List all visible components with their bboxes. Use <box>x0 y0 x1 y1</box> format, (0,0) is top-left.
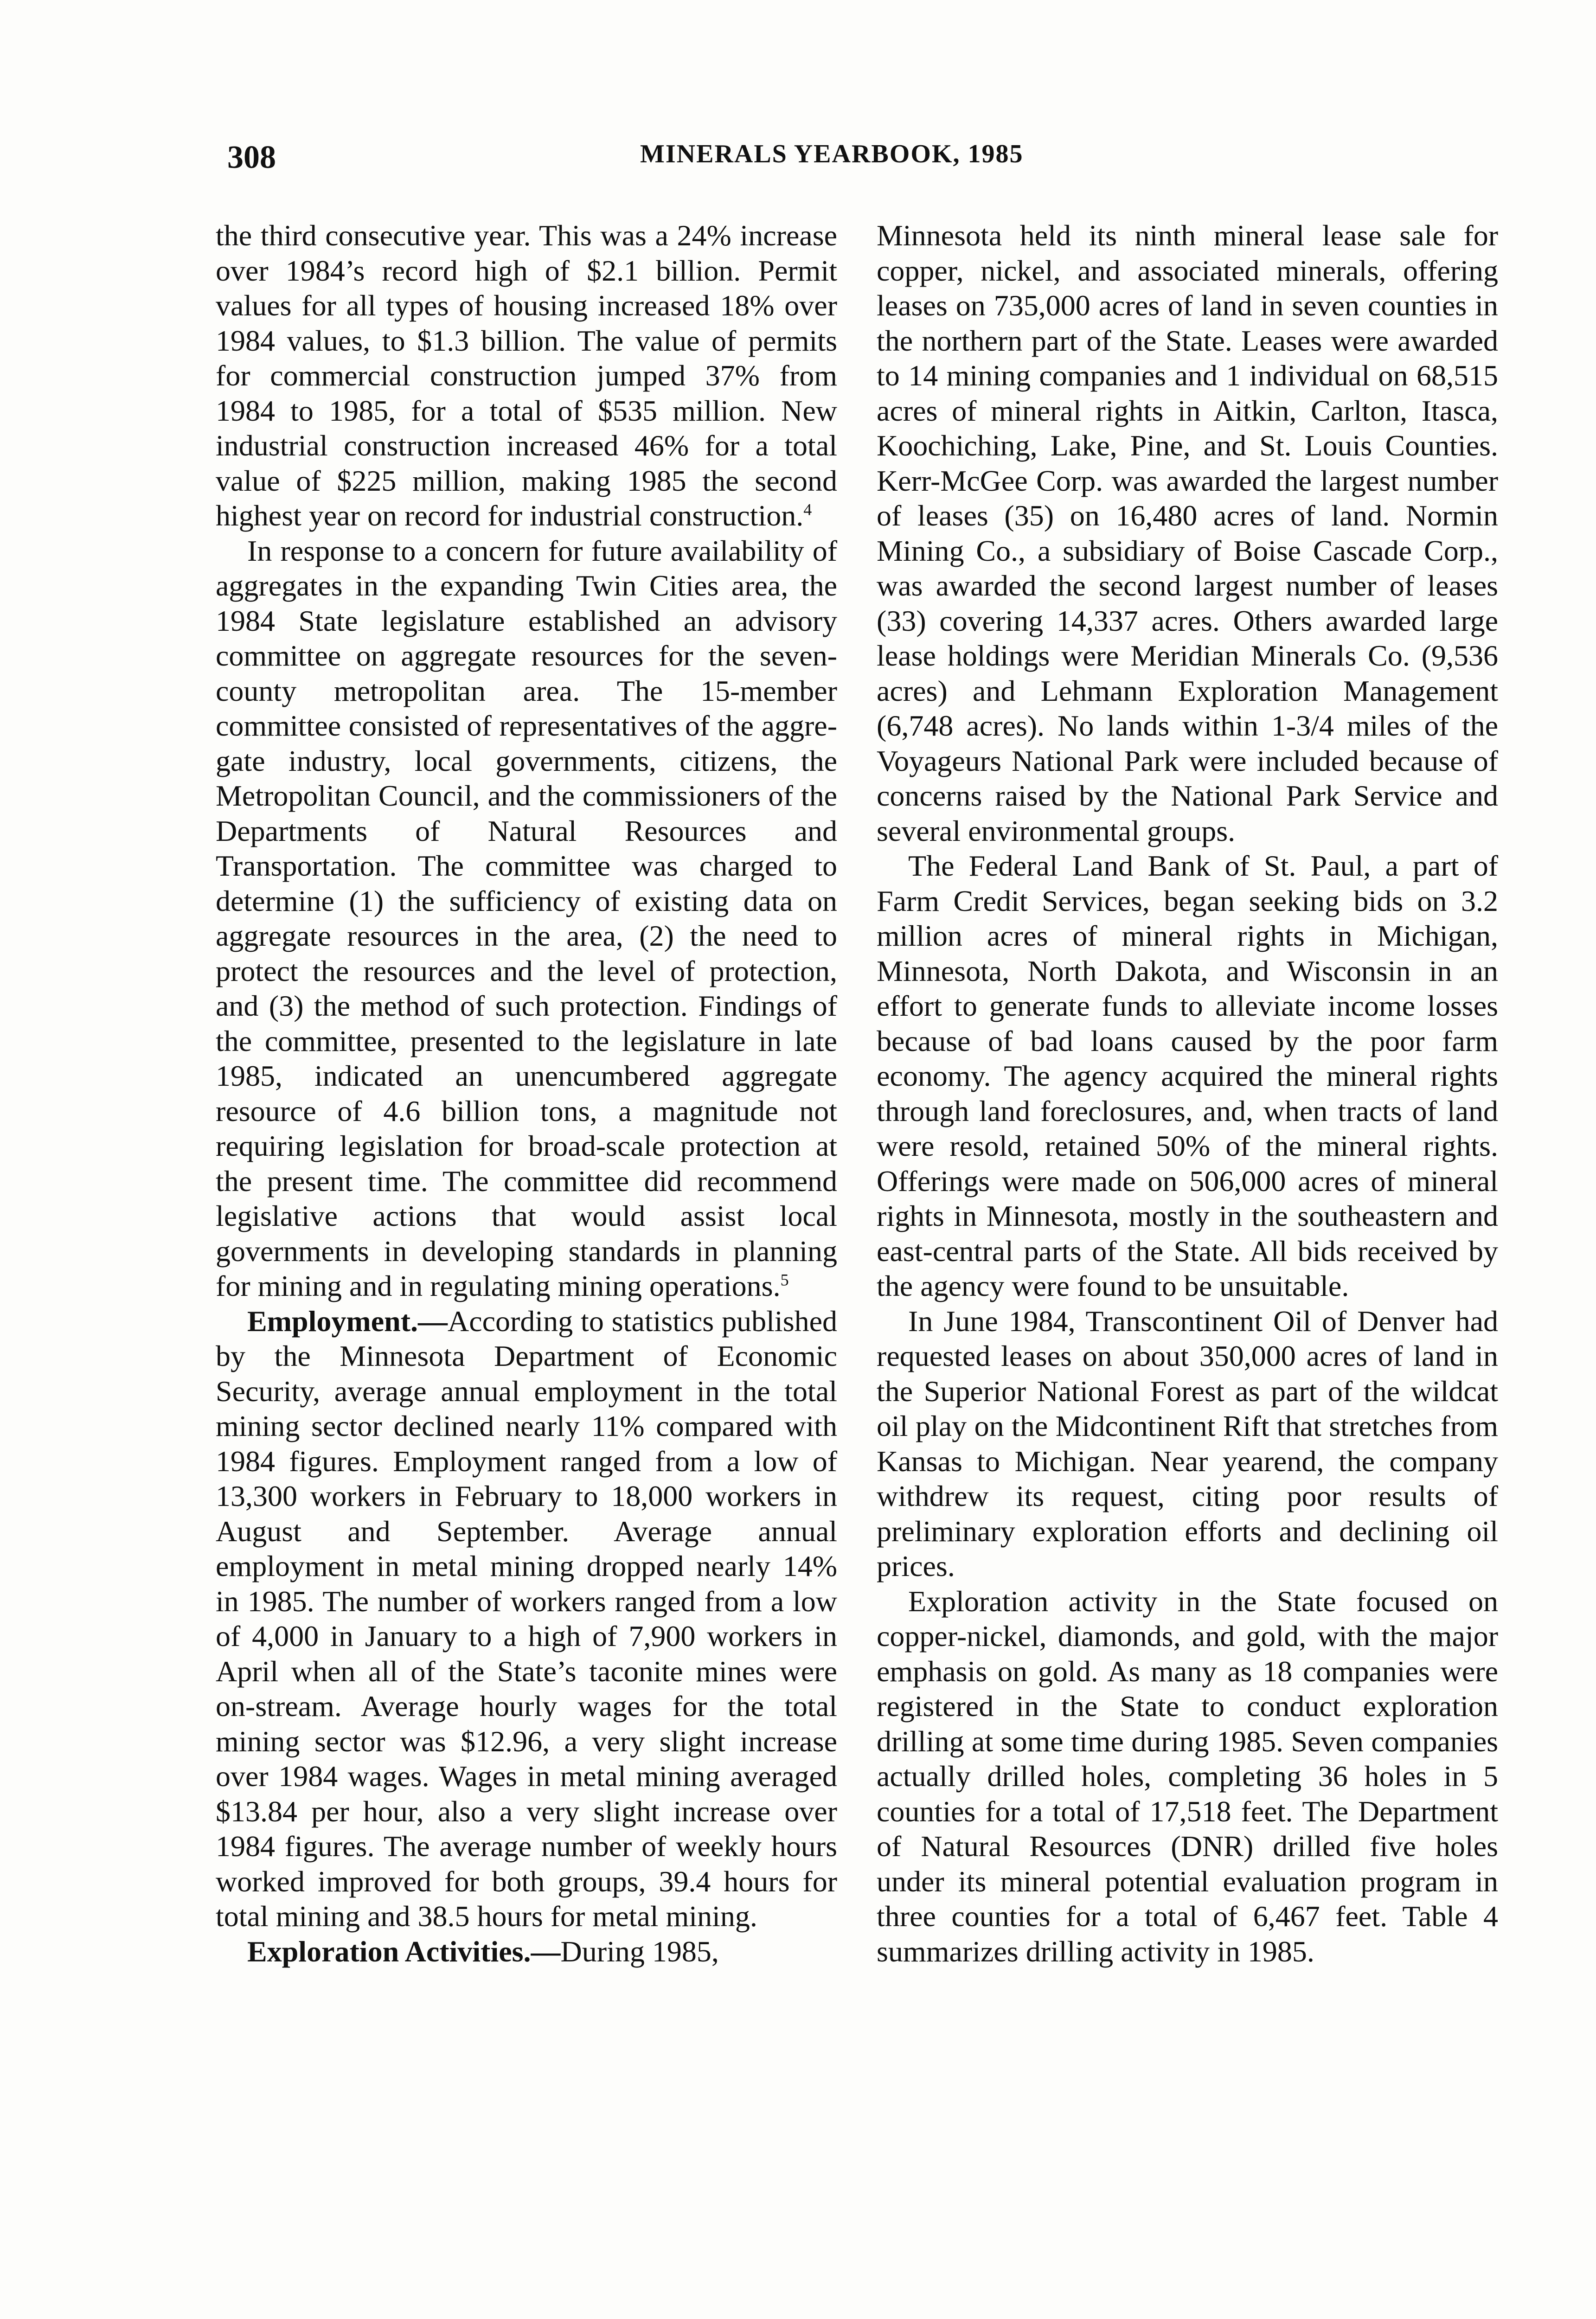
paragraph-text: Minnesota held its ninth mineral lease sale for copper, nickel, and associated minerals, offering leases on 735,000 acres of land in seven counties in the northern part of the State. Leases were awarded to 14 mining companies and 1 individual on 68,515 acres of mineral rights in Aitkin, Carlton, Itasca, Koochiching, Lake, Pine, and St. Louis Counties. Kerr-McGee Corp. was awarded the largest number of leases (35) on 16,480 acres of land. Normin Mining Co., a subsidiary of Boise Cascade Corp., was awarded the second largest number of leases (33) covering 14,337 acres. Others awarded large lease holdings were Meridian Minerals Co. (9,536 acres) and Lehmann Exploration Management (6,748 acres). No lands within 1-3/4 miles of the Voyageurs National Park were included because of concerns raised by the National Park Service and several environmental groups. <box>877 219 1498 847</box>
left-column <box>216 218 837 1969</box>
paragraph-employment <box>216 1304 837 1934</box>
right-column <box>877 218 1498 1969</box>
footnote-marker: 5 <box>780 1270 789 1289</box>
footnote-marker: 4 <box>803 500 812 519</box>
paragraph-lease-sale <box>877 218 1498 848</box>
paragraph-housing-permits <box>216 218 837 533</box>
section-heading-exploration: Exploration Activities.— <box>247 1935 561 1968</box>
paragraph-text: Exploration activity in the State focused on copper-nickel, diamonds, and gold, with the major emphasis on gold. As many as 18 companies were registered in the State to conduct exploration drilling at some time during 1985. Seven companies actually drilled holes, completing 36 holes in 5 counties for a total of 17,518 feet. The Department of Natural Resources (DNR) drilled five holes under its mineral potential evaluation program in three counties for a total of 6,467 feet. Table 4 summarizes drilling activity in 1985. <box>877 1584 1498 1968</box>
paragraph-exploration-activity <box>877 1584 1498 1969</box>
paragraph-text: In response to a concern for future availability of aggregates in the expanding Twin Cities area, the 1984 State legislature established an advisory committee on aggregate resources for the seven-county metropolitan area. The 15-member committee consisted of representatives of the aggregate industry, local governments, citizens, the Metropolitan Council, and the commissioners of the Departments of Natural Resources and Transportation. The committee was charged to determine (1) the sufficiency of existing data on aggregate resources in the area, (2) the need to protect the resources and the level of protection, and (3) the method of such protection. Findings of the committee, presented to the legislature in late 1985, indicated an unencumbered aggregate resource of 4.6 billion tons, a magnitude not requiring legislation for broad-scale protection at the present time. The committee did recommend legislative actions that would assist local governments in developing standards in planning for mining and in regulating mining operations. <box>216 534 837 1302</box>
running-title: MINERALS YEARBOOK, 1985 <box>640 140 1024 168</box>
paragraph-transcontinent-oil <box>877 1304 1498 1584</box>
paragraph-aggregates-committee <box>216 533 837 1304</box>
page-number: 308 <box>227 140 276 175</box>
section-heading-employment: Employment.— <box>247 1304 448 1338</box>
paragraph-text: During 1985, <box>560 1935 719 1968</box>
page-header <box>0 139 1596 181</box>
paragraph-text: According to statistics published by the Minnesota Department of Economic Security, average annual employment in the total mining sector declined nearly 11% compared with 1984 figures. Employment ranged from a low of 13,300 workers in February to 18,000 workers in August and September. Average annual employment in metal mining dropped nearly 14% in 1985. The number of workers ranged from a low of 4,000 in January to a high of 7,900 workers in April when all of the State’s taconite mines were on-stream. Average hourly wages for the total mining sector was $12.96, a very slight increase over 1984 wages. Wages in metal mining averaged $13.84 per hour, also a very slight increase over 1984 figures. The average number of weekly hours worked improved for both groups, 39.4 hours for total mining and 38.5 hours for metal mining. <box>216 1304 837 1933</box>
paragraph-text: The Federal Land Bank of St. Paul, a part of Farm Credit Services, began seeking bids on 3.2 million acres of mineral rights in Michigan, Minnesota, North Dakota, and Wisconsin in an effort to generate funds to alleviate income losses because of bad loans caused by the poor farm economy. The agency acquired the mineral rights through land foreclosures, and, when tracts of land were resold, retained 50% of the mineral rights. Offerings were made on 506,000 acres of mineral rights in Minnesota, mostly in the southeastern and east-central parts of the State. All bids received by the agency were found to be unsuitable. <box>877 849 1498 1302</box>
paragraph-exploration <box>216 1934 837 1969</box>
paragraph-text: In June 1984, Transcontinent Oil of Denver had requested leases on about 350,000 acres of land in the Superior National Forest as part of the wildcat oil play on the Midcontinent Rift that stretches from Kansas to Michigan. Near yearend, the company withdrew its request, citing poor results of preliminary exploration efforts and declining oil prices. <box>877 1304 1498 1582</box>
paragraph-text: the third consecutive year. This was a 24% increase over 1984’s record high of $2.1 billion. Permit values for all types of housing increased 18% over 1984 values, to $1.3 billion. The value of permits for commercial construction jumped 37% from 1984 to 1985, for a total of $535 million. New industrial construction increased 46% for a total value of $225 million, making 1985 the second highest year on record for industrial construction. <box>216 219 837 532</box>
paragraph-land-bank <box>877 848 1498 1304</box>
